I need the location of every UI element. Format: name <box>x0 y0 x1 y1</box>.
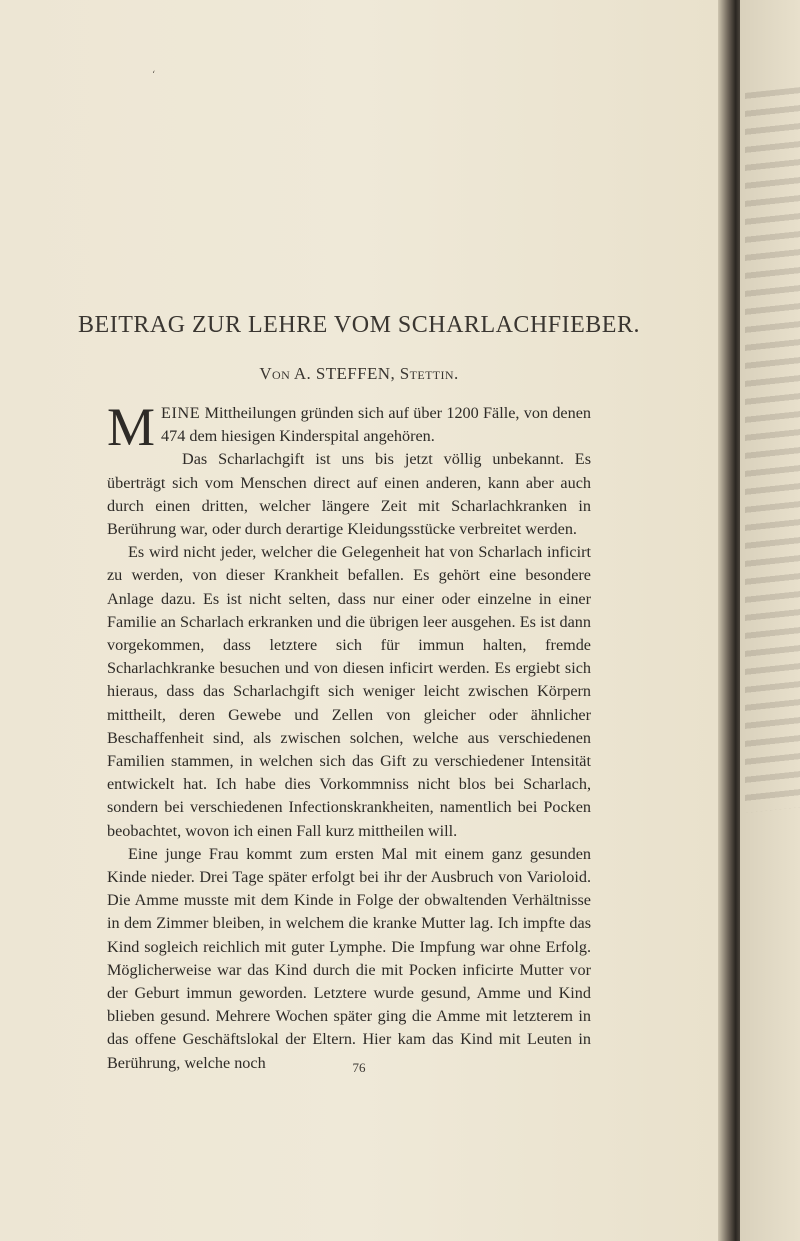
paragraph: Das Scharlachgift ist uns bis jetzt völlig unbekannt. Es überträgt sich vom Menschen direct auf einen anderen, kann aber auch durch einen dritten, welcher längere Zeit mit Scharlachkranken in Berührung war, oder durch derartige Kleidungsstücke verbreitet werden. <box>107 450 591 539</box>
first-word: EINE <box>161 404 201 422</box>
paragraph: Eine junge Frau kommt zum ersten Mal mit einem ganz gesunden Kinde nieder. Drei Tage später erfolgt bei ihr der Ausbruch von Varioloid. Die Amme musste mit dem Kinde in Folge der obwaltenden Verhältnisse in dem Zimmer bleiben, in welchem die kranke Mutter lag. Ich impfte das Kind sogleich reichlich mit guter Lymphe. Die Impfung war ohne Erfolg. Möglicherweise war das Kind durch die mit Pocken inficirte Mutter vor der Geburt immun geworden. Letztere wurde gesund, Amme und Kind blieben gesund. Mehrere Wochen später ging die Amme mit letzterem in das offene Geschäftslokal der Eltern. Hier kam das Kind mit Leuten in Berührung, welche noch <box>107 844 591 1072</box>
body-text <box>107 397 591 1075</box>
paragraph <box>107 397 591 457</box>
book-gutter <box>718 0 740 1241</box>
drop-cap: M <box>107 397 156 457</box>
page-number: 76 <box>352 1060 366 1075</box>
article-author: Von A. STEFFEN, Stettin. <box>259 364 459 383</box>
paragraph: Es wird nicht jeder, welcher die Gelegenheit hat von Scharlach inficirt zu werden, von dieser Krankheit befallen. Es gehört eine besondere Anlage dazu. Es ist nicht selten, dass nur einer oder einzelne in einer Familie an Scharlach erkranken und die übrigen leer ausgehen. Es ist dann vorgekommen, dass letztere sich für immun halten, fremde Scharlachkranke besuchen und von diesen inficirt werden. Es ergiebt sich hieraus, dass das Scharlachgift sich weniger leicht zwischen Körpern mittheilt, deren Gewebe und Zellen von gleicher oder ähnlicher Beschaffenheit sind, als zwischen solchen, welche aus verschiedenen Familien stammen, in welchen sich das Gift zu verschiedener Intensität entwickelt hat. Ich habe dies Vorkommniss nicht blos bei Scharlach, sondern bei verschiedenen Infectionskrankheiten, namentlich bei Pocken beobachtet, wovon ich einen Fall kurz mittheilen will. <box>107 543 591 840</box>
show-through-text <box>745 87 800 813</box>
page-mark: ‘ <box>152 70 156 81</box>
paragraph-text: Mittheilungen gründen sich auf über 1200 Fälle, von denen 474 dem hiesigen Kinderspital angehören. <box>161 404 591 446</box>
article-title: BEITRAG ZUR LEHRE VOM SCHARLACHFIEBER. <box>78 312 640 338</box>
